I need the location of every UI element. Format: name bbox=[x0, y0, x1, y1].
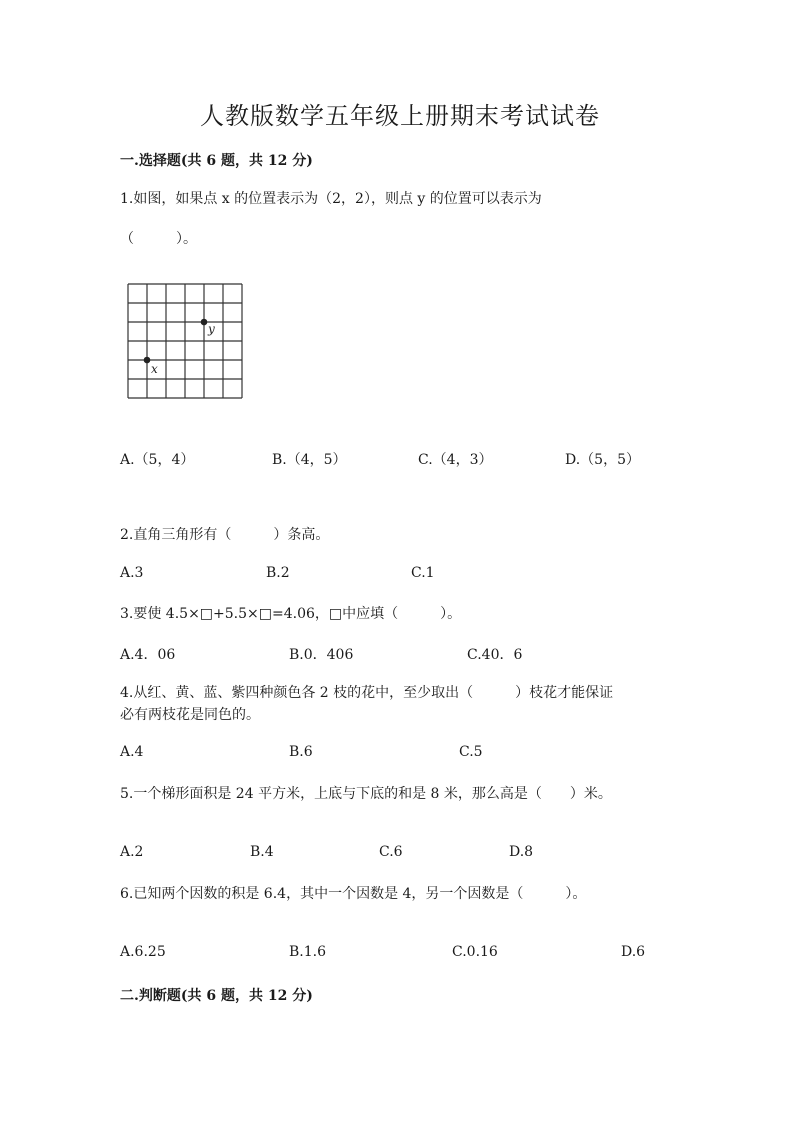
q5-option-d: D.8 bbox=[509, 844, 534, 860]
q5-option-c: C.6 bbox=[379, 844, 403, 860]
q4-option-a: A.4 bbox=[120, 744, 144, 760]
question-3-text: 3.要使 4.5×□+5.5×□=4.06，□中应填（ ）。 bbox=[120, 606, 462, 622]
q6-option-a: A.6.25 bbox=[120, 944, 166, 960]
q6-option-c: C.0.16 bbox=[452, 944, 498, 960]
question-5-text: 5.一个梯形面积是 24 平方米，上底与下底的和是 8 米，那么高是（ ）米。 bbox=[120, 786, 612, 802]
q4-option-c: C.5 bbox=[459, 744, 483, 760]
question-6-text: 6.已知两个因数的积是 6.4，其中一个因数是 4，另一个因数是（ ）。 bbox=[120, 886, 587, 902]
point-y-marker bbox=[201, 319, 208, 326]
q5-option-b: B.4 bbox=[250, 844, 274, 860]
coordinate-grid bbox=[126, 282, 246, 404]
q2-option-b: B.2 bbox=[266, 565, 290, 581]
q3-option-c: C.40．6 bbox=[467, 647, 523, 663]
section-heading-judgement: 二.判断题(共 6 题，共 12 分) bbox=[120, 988, 313, 1004]
q6-option-d: D.6 bbox=[621, 944, 646, 960]
section-heading-choice: 一.选择题(共 6 题，共 12 分) bbox=[120, 153, 313, 169]
question-1-text: 1.如图，如果点 x 的位置表示为（2，2），则点 y 的位置可以表示为 bbox=[120, 191, 542, 207]
q1-option-b: B.（4，5） bbox=[272, 452, 347, 468]
q1-option-c: C.（4，3） bbox=[418, 452, 493, 468]
q6-option-b: B.1.6 bbox=[289, 944, 327, 960]
q1-option-d: D.（5，5） bbox=[565, 452, 640, 468]
q5-option-a: A.2 bbox=[120, 844, 144, 860]
point-x-marker bbox=[144, 357, 151, 364]
point-y-label: y bbox=[208, 322, 215, 336]
q2-option-c: C.1 bbox=[411, 565, 435, 581]
question-1-blank: （ ）。 bbox=[120, 231, 197, 247]
q3-option-b: B.0．406 bbox=[289, 647, 354, 663]
q4-option-b: B.6 bbox=[289, 744, 313, 760]
q3-option-a: A.4．06 bbox=[120, 647, 176, 663]
q2-option-a: A.3 bbox=[120, 565, 144, 581]
q1-option-a: A.（5，4） bbox=[120, 452, 195, 468]
question-4-text-line1: 4.从红、黄、蓝、紫四种颜色各 2 枝的花中，至少取出（ ）枝花才能保证 bbox=[120, 685, 614, 701]
page-title: 人教版数学五年级上册期末考试试卷 bbox=[200, 102, 600, 130]
question-2-text: 2.直角三角形有（ ）条高。 bbox=[120, 527, 330, 543]
coordinate-grid-figure bbox=[126, 282, 246, 408]
question-4-text-line2: 必有两枝花是同色的。 bbox=[120, 707, 260, 723]
point-x-label: x bbox=[151, 362, 158, 376]
